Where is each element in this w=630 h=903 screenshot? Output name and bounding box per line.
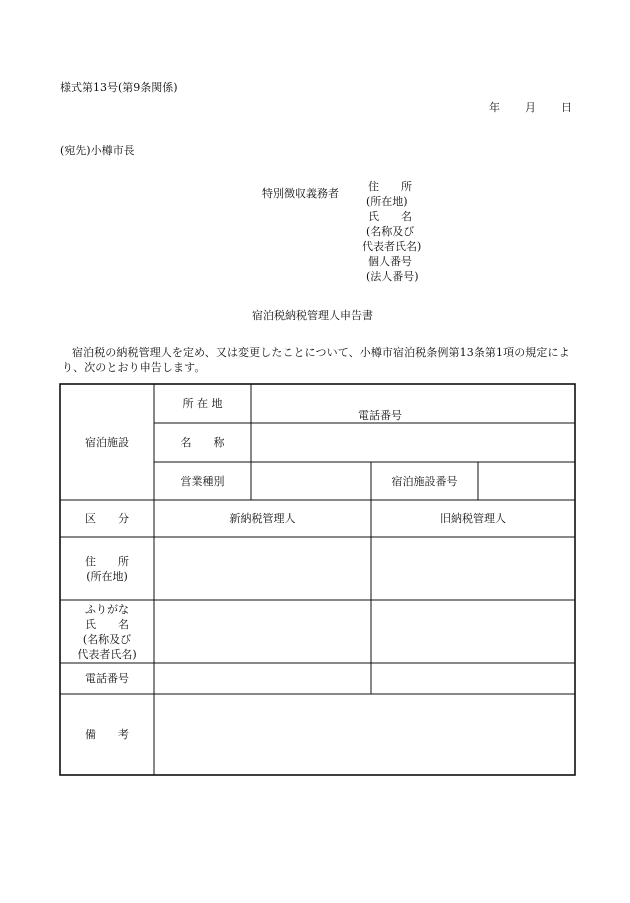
name-label-note-1: (名称及び: [82, 632, 132, 646]
furigana-label: ふりがな: [85, 602, 129, 616]
obligor-title: 特別徴収義務者: [262, 187, 339, 200]
declaration-text: 宿泊税の納税管理人を定め、又は変更したことについて、小樽市宿泊税条例第13条第1項の規定により、次のとおり申告します。: [62, 346, 570, 374]
business-type-label: 営業種別: [180, 474, 225, 488]
obligor-name-note-2: 代表者氏名): [362, 240, 422, 253]
addressee: (宛先)小樽市長: [60, 144, 135, 157]
facility-label: 宿泊施設: [85, 435, 129, 449]
category-label: 区 分: [85, 512, 129, 525]
obligor-personal-number: 個人番号: [368, 255, 412, 268]
date-day: 日: [561, 101, 572, 114]
address-label: [60, 537, 154, 600]
phone-label: 電話番号: [85, 672, 129, 685]
name-label-note-2: 代表者氏名): [77, 647, 137, 661]
name-label-text: 氏 名: [85, 617, 129, 631]
address-label-text: 住 所: [85, 554, 129, 568]
remarks-label: 備 考: [85, 728, 129, 741]
obligor-address-note: (所在地): [366, 195, 408, 208]
obligor-corporate-number: (法人番号): [366, 270, 419, 283]
facility-phone-label: 電話番号: [358, 408, 402, 422]
date-month: 月: [525, 101, 536, 114]
document-title: 宿泊税納税管理人申告書: [252, 309, 373, 322]
obligor-name-note-1: (名称及び: [366, 225, 415, 238]
location-label: 所 在 地: [182, 397, 223, 410]
facility-number-label: 宿泊施設番号: [391, 474, 458, 488]
obligor-name-label: 氏 名: [368, 210, 412, 223]
new-manager-header: 新納税管理人: [229, 512, 296, 525]
address-label-note: (所在地): [86, 569, 128, 583]
date-year: 年: [489, 101, 500, 114]
old-manager-header: 旧納税管理人: [440, 512, 506, 525]
obligor-address-label: 住 所: [368, 180, 412, 193]
name-label: [60, 600, 154, 663]
facility-name-label: 名 称: [180, 436, 225, 449]
form-number: 様式第13号(第9条関係): [60, 81, 178, 94]
